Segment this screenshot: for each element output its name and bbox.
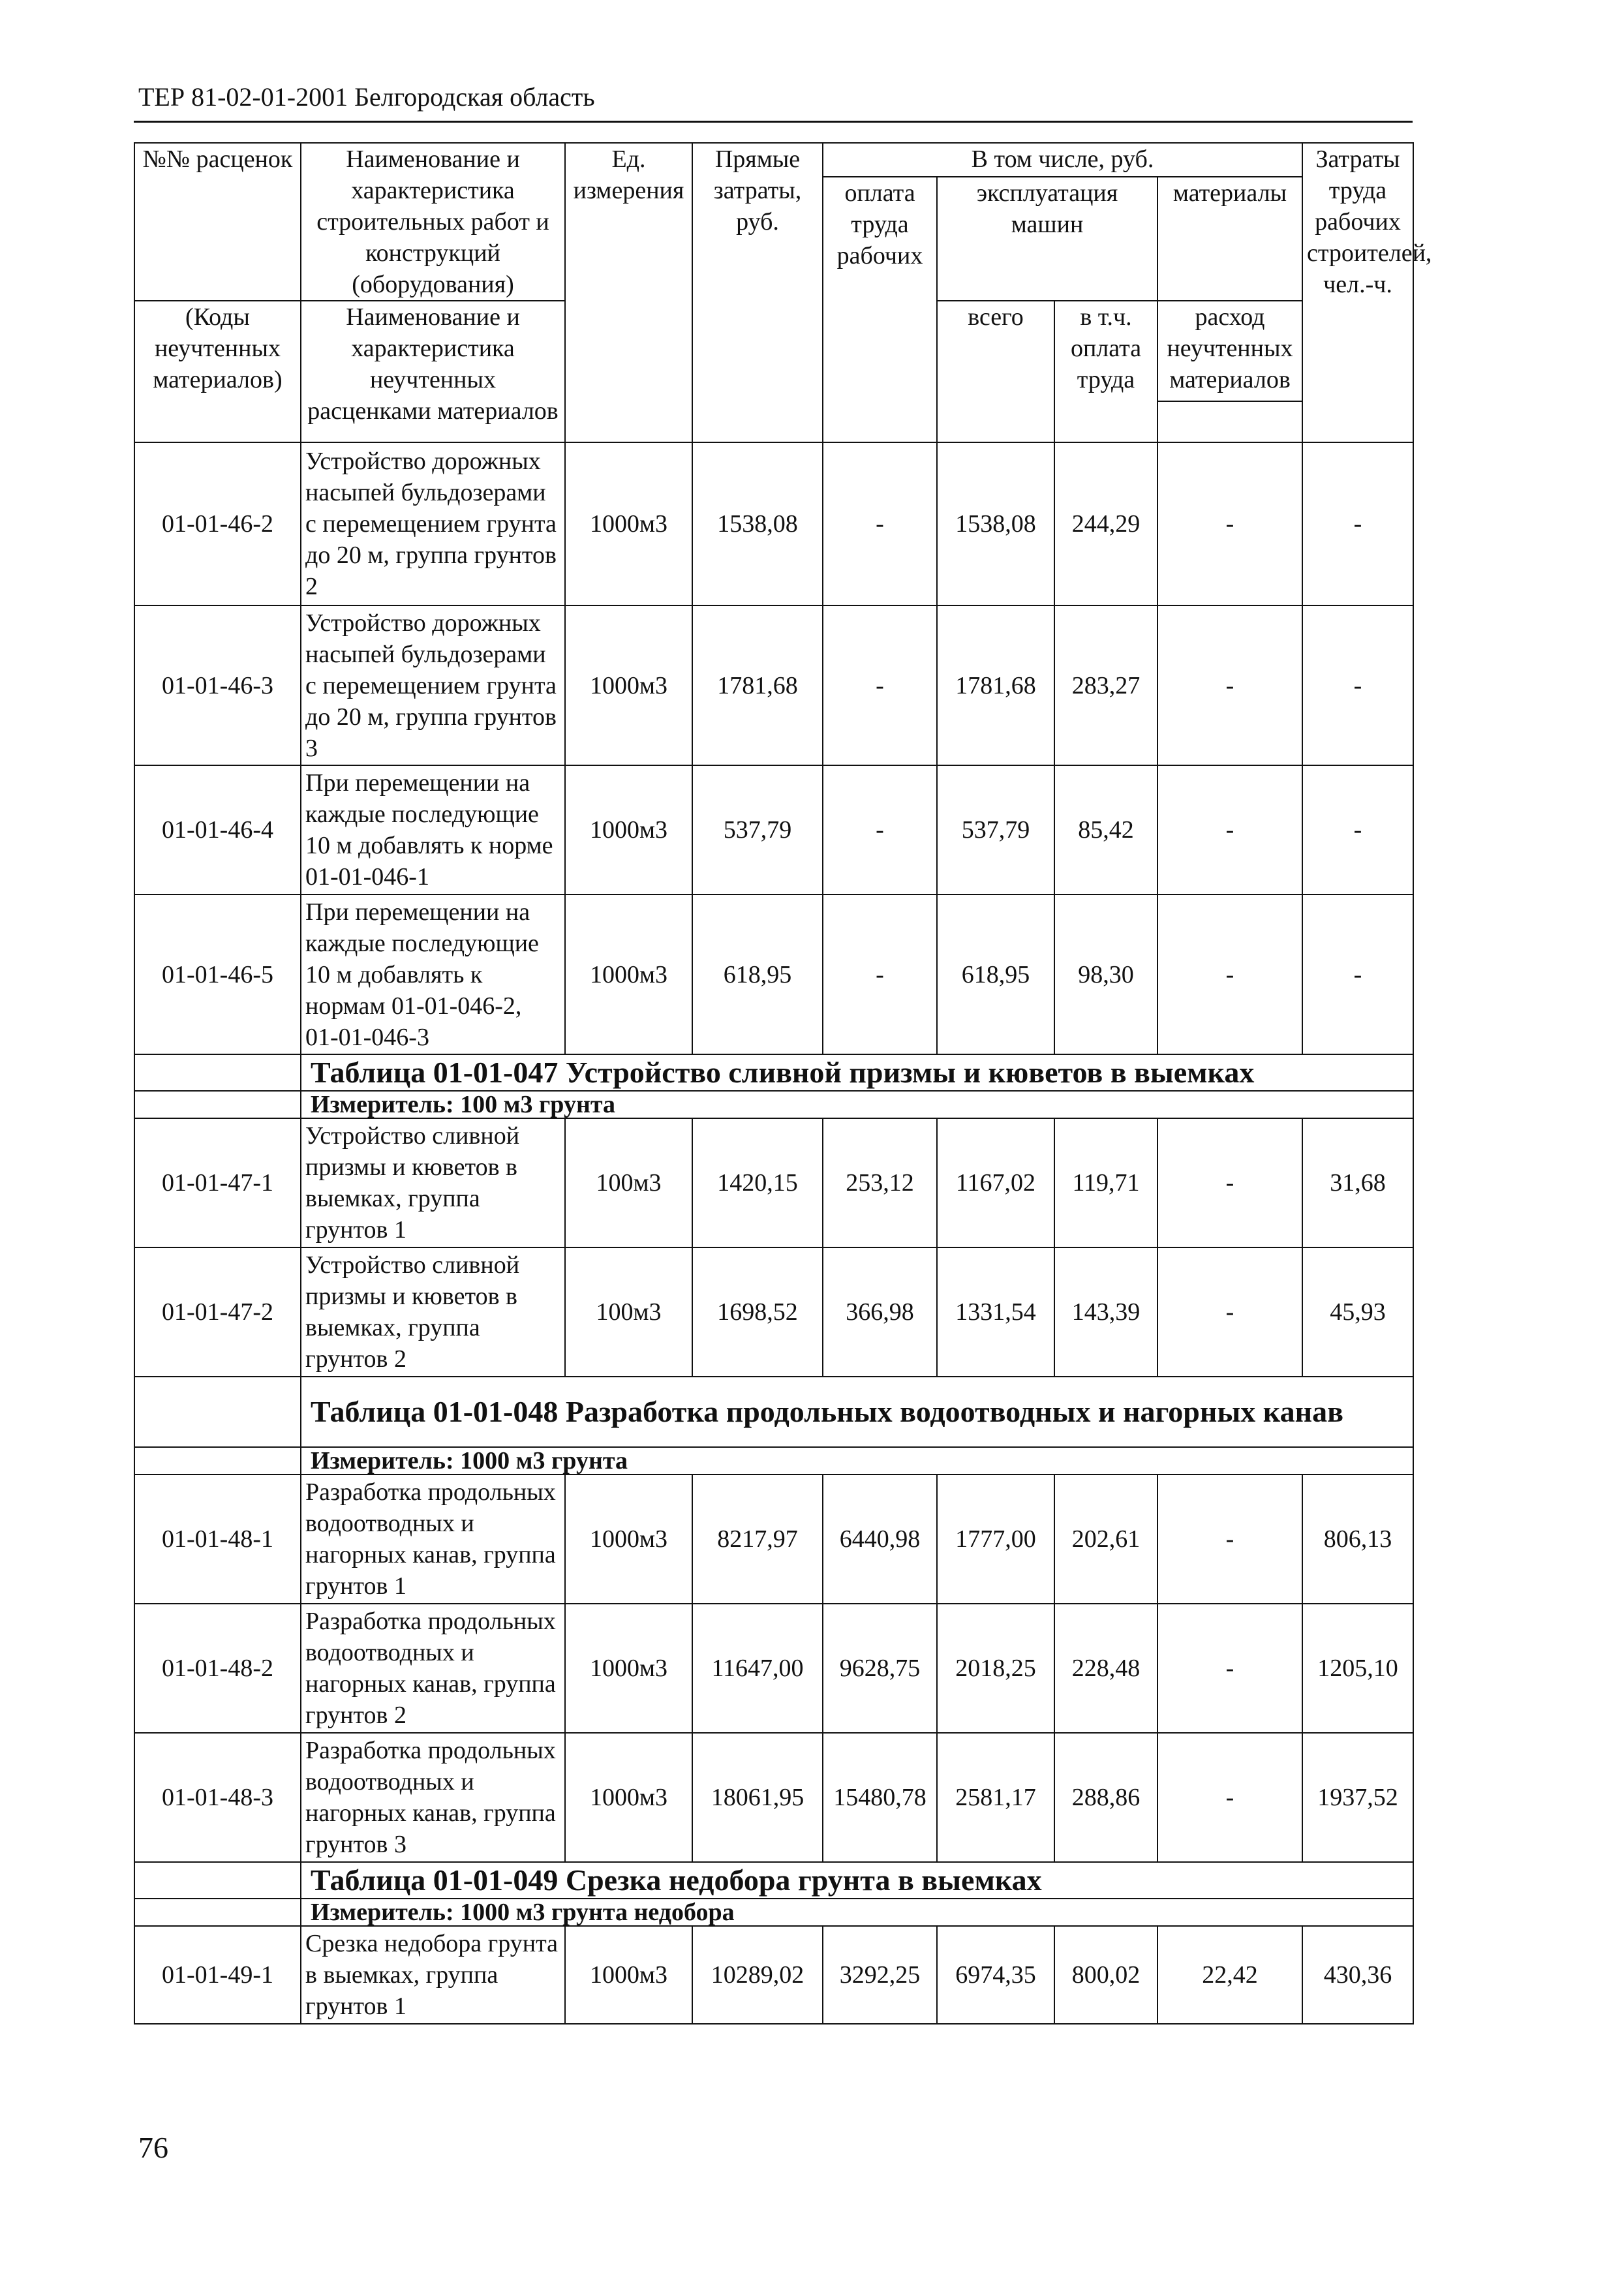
rate-wages: - (823, 765, 937, 894)
rate-wages: 253,12 (823, 1118, 937, 1247)
header-name-bottom: Наименование и характеристика неучтенных расценками материалов (301, 301, 565, 442)
rate-machines-wages: 244,29 (1054, 442, 1157, 605)
rate-direct-cost: 8217,97 (692, 1475, 823, 1604)
header-materials: материалы (1157, 177, 1302, 301)
rate-machines-total: 1777,00 (937, 1475, 1054, 1604)
rate-machines-total: 537,79 (937, 765, 1054, 894)
rate-direct-cost: 1781,68 (692, 605, 823, 765)
rate-direct-cost: 537,79 (692, 765, 823, 894)
section-title-blank (134, 1377, 301, 1447)
section-measure-row (134, 1091, 1413, 1118)
rate-labor: - (1302, 442, 1413, 605)
rate-materials: 22,42 (1157, 1926, 1302, 2024)
section-measure-blank (134, 1447, 301, 1475)
table-row (134, 1733, 1413, 1862)
rate-labor: 31,68 (1302, 1118, 1413, 1247)
rate-materials: - (1157, 765, 1302, 894)
rate-machines-wages: 85,42 (1054, 765, 1157, 894)
rate-direct-cost: 11647,00 (692, 1604, 823, 1733)
table-row (134, 442, 1413, 605)
rate-labor: 45,93 (1302, 1247, 1413, 1377)
rate-labor: - (1302, 765, 1413, 894)
rate-materials: - (1157, 605, 1302, 765)
header-machines-total: всего (937, 301, 1054, 442)
section-measure-row (134, 1447, 1413, 1475)
section-title-blank (134, 1862, 301, 1899)
rate-wages: 9628,75 (823, 1604, 937, 1733)
rate-wages: 366,98 (823, 1247, 937, 1377)
header-code-top: №№ расценок (134, 143, 301, 301)
section-title-row (134, 1377, 1413, 1447)
table-row (134, 894, 1413, 1054)
rate-direct-cost: 1698,52 (692, 1247, 823, 1377)
header-labor-unit: чел.-ч. (1323, 271, 1392, 298)
rate-materials: - (1157, 442, 1302, 605)
rate-name: Разработка продольных водоотводных и нагорных канав, группа грунтов 1 (301, 1475, 565, 1604)
rate-materials: - (1157, 1733, 1302, 1862)
header-direct: Прямые затраты, руб. (692, 143, 823, 442)
table-row (134, 1604, 1413, 1733)
table-row (134, 765, 1413, 894)
rate-machines-total: 1331,54 (937, 1247, 1054, 1377)
rate-labor: - (1302, 894, 1413, 1054)
rate-machines-wages: 202,61 (1054, 1475, 1157, 1604)
rate-unit: 1000м3 (565, 1475, 692, 1604)
section-title-blank (134, 1054, 301, 1091)
header-machines: эксплуатация машин (937, 177, 1157, 301)
header-labor (1302, 143, 1432, 442)
section-measure-row (134, 1899, 1413, 1926)
rate-wages: - (823, 442, 937, 605)
rate-machines-wages: 143,39 (1054, 1247, 1157, 1377)
rate-labor: 1205,10 (1302, 1604, 1413, 1733)
header-name-top: Наименование и характеристика строительных работ и конструкций (оборудования) (301, 143, 565, 301)
table-row (134, 1118, 1413, 1247)
rate-machines-wages: 119,71 (1054, 1118, 1157, 1247)
rate-labor: 430,36 (1302, 1926, 1413, 2024)
header-unit: Ед. измерения (565, 143, 692, 442)
page-number: 76 (138, 2131, 168, 2164)
section-measure: Измеритель: 1000 м3 грунта (301, 1447, 1413, 1475)
rate-materials: - (1157, 1118, 1302, 1247)
table-row (134, 1247, 1413, 1377)
section-title: Таблица 01-01-049 Срезка недобора грунта в выемках (301, 1862, 1413, 1899)
rate-name: При перемещении на каждые последующие 10 м добавлять к норме 01-01-046-1 (301, 765, 565, 894)
rate-code: 01-01-48-2 (134, 1604, 301, 1733)
section-measure-blank (134, 1899, 301, 1926)
rate-machines-total: 2581,17 (937, 1733, 1054, 1862)
rate-machines-total: 1167,02 (937, 1118, 1054, 1247)
rate-unit: 1000м3 (565, 1604, 692, 1733)
rate-materials: - (1157, 894, 1302, 1054)
rate-direct-cost: 10289,02 (692, 1926, 823, 2024)
header-including: В том числе, руб. (823, 143, 1302, 177)
rate-code: 01-01-46-5 (134, 894, 301, 1054)
rate-direct-cost: 1420,15 (692, 1118, 823, 1247)
rate-wages: - (823, 605, 937, 765)
table-row (134, 1926, 1413, 2024)
rate-unit: 1000м3 (565, 1733, 692, 1862)
rate-machines-total: 1538,08 (937, 442, 1054, 605)
rate-labor: 806,13 (1302, 1475, 1413, 1604)
rate-name: Срезка недобора грунта в выемках, группа грунтов 1 (301, 1926, 565, 2024)
rate-name: Устройство сливной призмы и кюветов в выемках, группа грунтов 1 (301, 1118, 565, 1247)
rate-wages: 15480,78 (823, 1733, 937, 1862)
rate-machines-wages: 288,86 (1054, 1733, 1157, 1862)
table-row (134, 1475, 1413, 1604)
section-measure: Измеритель: 100 м3 грунта (301, 1091, 1413, 1118)
section-title: Таблица 01-01-048 Разработка продольных водоотводных и нагорных канав (301, 1377, 1413, 1447)
rate-machines-total: 6974,35 (937, 1926, 1054, 2024)
rate-unit: 1000м3 (565, 605, 692, 765)
rate-machines-total: 1781,68 (937, 605, 1054, 765)
rate-name: Разработка продольных водоотводных и нагорных канав, группа грунтов 3 (301, 1733, 565, 1862)
rate-code: 01-01-47-2 (134, 1247, 301, 1377)
header-labor-title: Затраты труда рабочих строителей, (1307, 145, 1432, 267)
rate-code: 01-01-46-3 (134, 605, 301, 765)
rate-unit: 1000м3 (565, 765, 692, 894)
rate-name: Устройство дорожных насыпей бульдозерами с перемещением грунта до 20 м, группа грунтов 3 (301, 605, 565, 765)
section-measure: Измеритель: 1000 м3 грунта недобора (301, 1899, 1413, 1926)
rate-wages: 3292,25 (823, 1926, 937, 2024)
rate-unit: 100м3 (565, 1118, 692, 1247)
header-materials-unaccounted: расход неучтенных материалов (1157, 301, 1302, 401)
rate-machines-wages: 800,02 (1054, 1926, 1157, 2024)
rate-materials: - (1157, 1247, 1302, 1377)
rate-materials: - (1157, 1475, 1302, 1604)
rates-table (134, 142, 1432, 2025)
rate-direct-cost: 618,95 (692, 894, 823, 1054)
page-header: ТЕР 81-02-01-2001 Белгородская область (138, 82, 595, 112)
rate-code: 01-01-49-1 (134, 1926, 301, 2024)
rate-code: 01-01-48-3 (134, 1733, 301, 1862)
rate-direct-cost: 1538,08 (692, 442, 823, 605)
section-title: Таблица 01-01-047 Устройство сливной призмы и кюветов в выемках (301, 1054, 1413, 1091)
rate-code: 01-01-48-1 (134, 1475, 301, 1604)
section-title-row (134, 1054, 1413, 1091)
rate-code: 01-01-46-4 (134, 765, 301, 894)
header-code-bottom: (Коды неучтенных материалов) (134, 301, 301, 442)
header-materials-blank (1157, 401, 1302, 442)
rate-labor: - (1302, 605, 1413, 765)
rate-unit: 1000м3 (565, 442, 692, 605)
rate-labor: 1937,52 (1302, 1733, 1413, 1862)
header-machines-wages: в т.ч. оплата труда (1054, 301, 1157, 442)
header-rule (134, 121, 1413, 123)
table-row (134, 605, 1413, 765)
rate-machines-wages: 98,30 (1054, 894, 1157, 1054)
rate-wages: 6440,98 (823, 1475, 937, 1604)
rate-materials: - (1157, 1604, 1302, 1733)
section-measure-blank (134, 1091, 301, 1118)
rate-machines-total: 2018,25 (937, 1604, 1054, 1733)
rate-wages: - (823, 894, 937, 1054)
rate-code: 01-01-47-1 (134, 1118, 301, 1247)
rate-name: Устройство сливной призмы и кюветов в выемках, группа грунтов 2 (301, 1247, 565, 1377)
rate-direct-cost: 18061,95 (692, 1733, 823, 1862)
rate-machines-total: 618,95 (937, 894, 1054, 1054)
rate-unit: 1000м3 (565, 1926, 692, 2024)
rate-name: При перемещении на каждые последующие 10 м добавлять к нормам 01-01-046-2, 01-01-046-3 (301, 894, 565, 1054)
section-title-row (134, 1862, 1413, 1899)
rate-unit: 1000м3 (565, 894, 692, 1054)
rate-machines-wages: 283,27 (1054, 605, 1157, 765)
rate-unit: 100м3 (565, 1247, 692, 1377)
rate-code: 01-01-46-2 (134, 442, 301, 605)
rate-machines-wages: 228,48 (1054, 1604, 1157, 1733)
rate-name: Разработка продольных водоотводных и нагорных канав, группа грунтов 2 (301, 1604, 565, 1733)
header-wages: оплата труда рабочих (823, 177, 937, 442)
header-row-1 (134, 143, 1413, 177)
rate-name: Устройство дорожных насыпей бульдозерами с перемещением грунта до 20 м, группа грунтов 2 (301, 442, 565, 605)
